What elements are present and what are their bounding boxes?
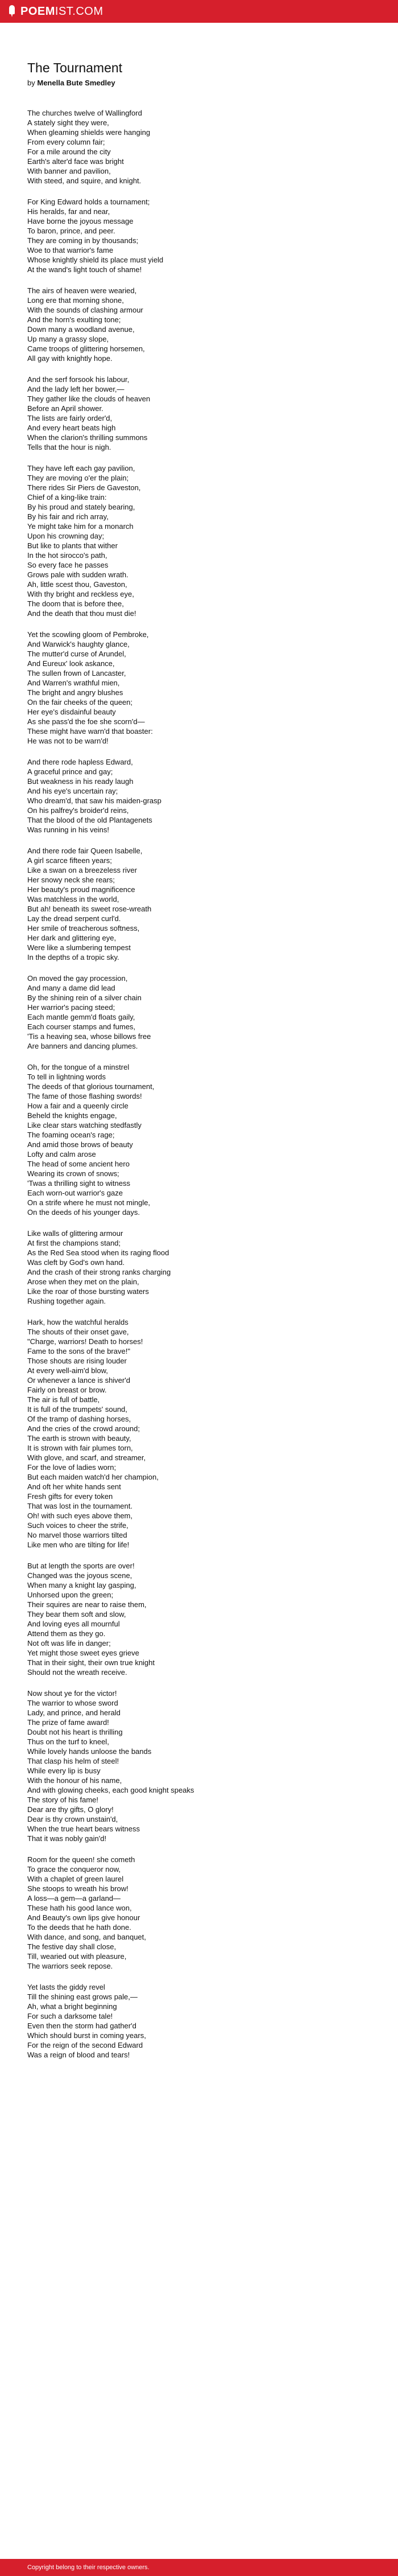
poem-line: Arose when they met on the plain, [27, 1277, 139, 1286]
poem-line: And oft her white hands sent [27, 1482, 121, 1491]
stanza [27, 1561, 380, 1677]
poem-line: Her smile of treacherous softness, [27, 924, 140, 932]
poem-line: On moved the gay procession, [27, 974, 128, 983]
poem-line: With banner and pavilion, [27, 167, 111, 175]
poem-line: While lovely hands unloose the bands [27, 1747, 152, 1756]
poem-line: Oh! with such eyes above them, [27, 1511, 132, 1520]
poem-line: 'Twas a thrilling sight to witness [27, 1179, 130, 1188]
poem-line: The mutter'd curse of Arundel, [27, 650, 126, 658]
poem-line: With a chaplet of green laurel [27, 1875, 124, 1883]
poem-line: Should not the wreath receive. [27, 1668, 127, 1677]
poem-line: Wearing its crown of snows; [27, 1169, 119, 1178]
stanza [27, 463, 380, 618]
poem-line: Long ere that morning shone, [27, 296, 124, 305]
by-label: by [27, 79, 35, 87]
poem-line: Unhorsed upon the green; [27, 1591, 114, 1599]
poem-line: On a strife where he must not mingle, [27, 1198, 151, 1207]
poem-line: Fairly on breast or brow. [27, 1386, 107, 1394]
poem-line: Earth's alter'd face was bright [27, 157, 124, 166]
poem-line: They gather like the clouds of heaven [27, 395, 151, 403]
poem-line: Her warrior's pacing steed; [27, 1003, 115, 1012]
poem-line: Fresh gifts for every token [27, 1492, 113, 1501]
poem-line: A graceful prince and gay; [27, 767, 113, 776]
poem-line: But weakness in his ready laugh [27, 777, 134, 786]
poem-line: They are moving o'er the plain; [27, 474, 129, 482]
poem-line: Was cleft by God's own hand. [27, 1258, 125, 1267]
poem-line: The fame of those flashing swords! [27, 1092, 142, 1100]
poem-line: For the love of ladies worn; [27, 1463, 117, 1472]
poem-line: Yet might those sweet eyes grieve [27, 1649, 139, 1657]
poem-line: Fame to the sons of the brave!" [27, 1347, 130, 1355]
poem-line: Or whenever a lance is shiver'd [27, 1376, 130, 1384]
poem-line: Was a reign of blood and tears! [27, 2051, 130, 2059]
poem-line: To the deeds that he hath done. [27, 1923, 131, 1932]
copyright-text: Copyright belong to their respective owners. [27, 2564, 150, 2571]
poem-line: And his eye's uncertain ray; [27, 787, 118, 795]
poem-line: Which should burst in coming years, [27, 2031, 146, 2040]
poem-line: But each maiden watch'd her champion, [27, 1473, 159, 1481]
poem-line: They have left each gay pavilion, [27, 464, 135, 473]
poem-line: Hark, how the watchful heralds [27, 1318, 128, 1326]
poem-line: The shouts of their onset gave, [27, 1328, 129, 1336]
poem-line: By his fair and rich array, [27, 512, 109, 521]
poem-line: Dear are thy gifts, O glory! [27, 1805, 114, 1814]
stanza [27, 1229, 380, 1306]
poem-line: And every heart beats high [27, 424, 116, 432]
logo-text-light: IST.COM [55, 5, 103, 18]
poem-line: Her beauty's proud magnificence [27, 885, 135, 894]
poem-line: So every face he passes [27, 561, 109, 569]
poem-line: They bear them soft and slow, [27, 1610, 126, 1618]
poem-line: To tell in lightning words [27, 1073, 106, 1081]
poem-line: And loving eyes all mournful [27, 1620, 120, 1628]
poem-line: The sullen frown of Lancaster, [27, 669, 126, 677]
poem-content [27, 59, 380, 2071]
poem-line: All gay with knightly hope. [27, 354, 113, 363]
poem-line: Even then the storm had gather'd [27, 2022, 136, 2030]
poem-line: Those shouts are rising louder [27, 1357, 127, 1365]
stanza [27, 846, 380, 962]
poem-line: But like to plants that wither [27, 541, 118, 550]
poem-line: Each courser stamps and fumes, [27, 1022, 136, 1031]
poem-line: At the wand's light touch of shame! [27, 265, 142, 274]
poem-line: And there rode fair Queen Isabelle, [27, 847, 143, 855]
poem-line: From every column fair; [27, 138, 105, 146]
byline [27, 79, 380, 88]
poem-line: That it was nobly gain'd! [27, 1834, 107, 1843]
poem-line: With glove, and scarf, and streamer, [27, 1453, 146, 1462]
site-logo[interactable] [8, 5, 103, 18]
poem-line: And many a dame did lead [27, 984, 115, 992]
poem-line: When gleaming shields were hanging [27, 128, 151, 137]
poem-line: And the lady left her bower,— [27, 385, 125, 393]
poem-line: Before an April shower. [27, 404, 103, 413]
footer [0, 2559, 398, 2576]
poem-line: For a mile around the city [27, 147, 111, 156]
poem-line: Like men who are tilting for life! [27, 1540, 130, 1549]
poem-line: In the hot sirocco's path, [27, 551, 107, 560]
poem-line: With dance, and song, and banquet, [27, 1933, 146, 1941]
poem-line: He was not to be warn'd! [27, 737, 109, 745]
stanza [27, 1982, 380, 2060]
poem-line: Like the roar of those bursting waters [27, 1287, 149, 1296]
poem-line: By the shining rein of a silver chain [27, 993, 142, 1002]
poem-line: No marvel those warriors tilted [27, 1531, 127, 1539]
poem-line: "Charge, warriors! Death to horses! [27, 1337, 143, 1346]
poem-line: Not oft was life in danger; [27, 1639, 111, 1648]
poem-line: For the reign of the second Edward [27, 2041, 143, 2049]
poem-line: How a fair and a queenly circle [27, 1102, 128, 1110]
poem-line: The warrior to whose sword [27, 1699, 118, 1707]
poem-line: And the serf forsook his labour, [27, 375, 130, 384]
poem-line: And amid those brows of beauty [27, 1140, 133, 1149]
poem-line: Of the tramp of dashing horses, [27, 1415, 131, 1423]
author-link[interactable]: Menella Bute Smedley [37, 79, 115, 87]
poem-line: With the honour of his name, [27, 1776, 122, 1785]
poem-line: Up many a grassy slope, [27, 335, 109, 343]
poem-line: And there rode hapless Edward, [27, 758, 133, 766]
poem-line: On his palfrey's broider'd reins, [27, 806, 129, 815]
poem-line: It is full of the trumpets' sound, [27, 1405, 127, 1414]
poem-line: When many a knight lay gasping, [27, 1581, 136, 1589]
poem-line: Her eye's disdainful beauty [27, 708, 116, 716]
poem-title: The Tournament [27, 60, 123, 75]
poem-line: That clasp his helm of steel! [27, 1757, 119, 1765]
poem-line: The deeds of that glorious tournament, [27, 1082, 155, 1091]
stanza [27, 1062, 380, 1217]
poem-line: The lists are fairly order'd, [27, 414, 113, 422]
poem-line: Her snowy neck she rears; [27, 876, 115, 884]
poem-line: 'Tis a heaving sea, whose billows free [27, 1032, 151, 1041]
poem-line: Like clear stars watching stedfastly [27, 1121, 142, 1129]
poem-line: On the fair cheeks of the queen; [27, 698, 133, 706]
poem-line: And Warwick's haughty glance, [27, 640, 130, 648]
poem-line: She stoops to wreath his brow! [27, 1884, 128, 1893]
poem-line: Thus on the turf to kneel, [27, 1737, 109, 1746]
poem-line: Each worn-out warrior's gaze [27, 1189, 123, 1197]
stanza [27, 108, 380, 186]
poem-line: Attend them as they go. [27, 1629, 106, 1638]
poem-line: But at length the sports are over! [27, 1562, 135, 1570]
poem-line: Ah, what a bright beginning [27, 2002, 117, 2011]
poem-line: When the clarion's thrilling summons [27, 433, 148, 442]
poem-line: And Eureux' look askance, [27, 659, 115, 668]
poem-line: Came troops of glittering horsemen, [27, 344, 145, 353]
poem-line: Woe to that warrior's fame [27, 246, 114, 254]
top-bar [0, 0, 398, 23]
poem-line: And the crash of their strong ranks charging [27, 1268, 171, 1276]
poem-line: That the blood of the old Plantagenets [27, 816, 152, 824]
poem-line: Rushing together again. [27, 1297, 106, 1305]
poem-line: Grows pale with sudden wrath. [27, 570, 128, 579]
poem-line: The story of his fame! [27, 1796, 98, 1804]
poem-line: The head of some ancient hero [27, 1160, 130, 1168]
poem-line: The air is full of battle, [27, 1395, 100, 1404]
poem-line: Such voices to cheer the strife, [27, 1521, 128, 1530]
poem-line: That in their sight, their own true knight [27, 1658, 155, 1667]
poem-line: Room for the queen! she cometh [27, 1855, 135, 1864]
stanza [27, 1688, 380, 1843]
poem-line: To grace the conqueror now, [27, 1865, 121, 1874]
logo-text-bold: POEM [20, 5, 55, 18]
poem-line: Doubt not his heart is thrilling [27, 1728, 123, 1736]
poem-line: The foaming ocean's rage; [27, 1131, 115, 1139]
poem-line: They are coming in by thousands; [27, 236, 139, 245]
poem-line: As the Red Sea stood when its raging flood [27, 1248, 169, 1257]
poem-line: Dear is thy crown unstain'd, [27, 1815, 118, 1823]
poem-line: A loss—a gem—a garland— [27, 1894, 121, 1903]
poem-line: Chief of a king-like train: [27, 493, 107, 502]
poem-line: Beheld the knights engage, [27, 1111, 117, 1120]
stanza [27, 757, 380, 835]
poem-line: The prize of fame award! [27, 1718, 109, 1727]
poem-line: Are banners and dancing plumes. [27, 1042, 138, 1050]
poem-line: The airs of heaven were wearied, [27, 286, 137, 295]
poem-line: And the horn's exulting tone; [27, 315, 121, 324]
poem-line: The festive day shall close, [27, 1942, 117, 1951]
poem-body [27, 108, 380, 2060]
poem-line: And the death that thou must die! [27, 609, 136, 618]
poem-line: Were like a slumbering tempest [27, 943, 131, 952]
poem-line: With thy bright and reckless eye, [27, 590, 134, 598]
poem-line: Have borne the joyous message [27, 217, 134, 225]
poem-line: Lofty and calm arose [27, 1150, 96, 1158]
poem-line: When the true heart bears witness [27, 1825, 140, 1833]
poem-line: And Warren's wrathful mien, [27, 679, 120, 687]
poem-line: The warriors seek repose. [27, 1962, 113, 1970]
quill-icon [8, 5, 16, 18]
poem-line: Like walls of glittering armour [27, 1229, 123, 1238]
poem-line: These might have warn'd that boaster: [27, 727, 153, 736]
poem-line: Yet lasts the giddy revel [27, 1983, 105, 1991]
poem-line: The churches twelve of Wallingford [27, 109, 142, 117]
stanza [27, 375, 380, 452]
poem-line: Upon his crowning day; [27, 532, 105, 540]
poem-line: Lay the dread serpent curl'd. [27, 914, 121, 923]
poem-line: Now shout ye for the victor! [27, 1689, 117, 1698]
poem-line: Ye might take him for a monarch [27, 522, 134, 531]
poem-line: Down many a woodland avenue, [27, 325, 135, 334]
poem-line: While every lip is busy [27, 1766, 101, 1775]
poem-line: Lady, and prince, and herald [27, 1708, 121, 1717]
poem-line: Who dream'd, that saw his maiden-grasp [27, 796, 161, 805]
poem-line: The earth is strown with beauty, [27, 1434, 131, 1443]
poem-line: Till, wearied out with pleasure, [27, 1952, 127, 1961]
poem-line: His heralds, far and near, [27, 207, 110, 216]
poem-line: A girl scarce fifteen years; [27, 856, 112, 865]
poem-line: As she pass'd the foe she scorn'd— [27, 717, 145, 726]
poem-line: Till the shining east grows pale,— [27, 1992, 138, 2001]
poem-line: There rides Sir Piers de Gaveston, [27, 483, 141, 492]
stanza [27, 1317, 380, 1550]
poem-line: The doom that is before thee, [27, 599, 124, 608]
poem-line: In the depths of a tropic sky. [27, 953, 119, 962]
poem-line: With steed, and squire, and knight. [27, 176, 142, 185]
poem-line: It is strown with fair plumes torn, [27, 1444, 133, 1452]
poem-line: With the sounds of clashing armour [27, 306, 143, 314]
poem-line: Each mantle gemm'd floats gaily, [27, 1013, 135, 1021]
poem-line: Their squires are near to raise them, [27, 1600, 147, 1609]
poem-line: A stately sight they were, [27, 118, 109, 127]
poem-line: These hath his good lance won, [27, 1904, 132, 1912]
poem-line: Oh, for the tongue of a minstrel [27, 1063, 130, 1071]
poem-line: On the deeds of his younger days. [27, 1208, 140, 1217]
stanza [27, 630, 380, 746]
stanza [27, 973, 380, 1051]
poem-line: For King Edward holds a tournament; [27, 198, 150, 206]
poem-line: To baron, prince, and peer. [27, 227, 115, 235]
poem-line: And with glowing cheeks, each good knight speaks [27, 1786, 194, 1794]
poem-line: Like a swan on a breezeless river [27, 866, 137, 874]
poem-line: Whose knightly shield its place must yield [27, 256, 164, 264]
poem-line: That was lost in the tournament. [27, 1502, 132, 1510]
poem-line: The bright and angry blushes [27, 688, 123, 697]
poem-line: And Beauty's own lips give honour [27, 1913, 140, 1922]
poem-line: At first the champions stand; [27, 1239, 121, 1247]
poem-line: For such a darksome tale! [27, 2012, 113, 2020]
stanza [27, 286, 380, 363]
poem-line: And the cries of the crowd around; [27, 1424, 140, 1433]
stanza [27, 1855, 380, 1971]
poem-line: Changed was the joyous scene, [27, 1571, 132, 1580]
poem-line: Was matchless in the world, [27, 895, 119, 903]
poem-line: Yet the scowling gloom of Pembroke, [27, 630, 149, 639]
poem-line: By his proud and stately bearing, [27, 503, 135, 511]
poem-line: Was running in his veins! [27, 825, 110, 834]
poem-line: Her dark and glittering eye, [27, 934, 117, 942]
poem-line: Ah, little scest thou, Gaveston, [27, 580, 127, 589]
stanza [27, 197, 380, 274]
poem-line: At every well-aim'd blow, [27, 1366, 108, 1375]
poem-line: But ah! beneath its sweet rose-wreath [27, 905, 152, 913]
poem-line: Tells that the hour is nigh. [27, 443, 111, 451]
